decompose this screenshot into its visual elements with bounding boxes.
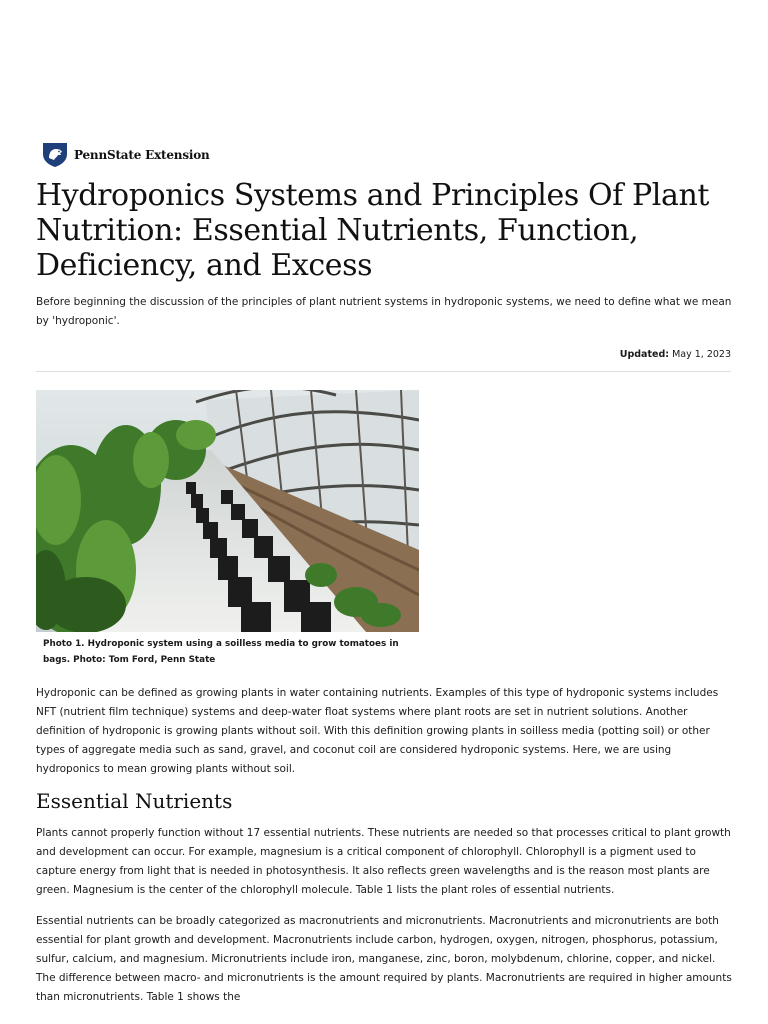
paragraph-hydroponic-definition: Hydroponic can be defined as growing plants in water containing nutrients. Examples of this type of hydroponic systems includes NFT (nutrient film technique) systems and deep-water float systems where plant roots are set in nutrient solutions. Another definition of hydroponic is growing plants without soil. With this definition growing plants in soilless media (potting soil) or other types of aggregate media such as sand, gravel, and coconut coil are considered hydroponic systems. Here, we are using hydroponics to mean growing plants without soil.: [36, 687, 719, 775]
brand-name: PennState Extension: [74, 147, 210, 162]
greenhouse-photo-illustration: [36, 390, 419, 632]
updated-label: Updated:: [619, 349, 670, 360]
penn-state-shield-icon: [42, 141, 68, 168]
page-title: Hydroponics Systems and Principles Of Plant Nutrition: Essential Nutrients, Function, Deficiency, and Excess: [36, 178, 710, 283]
paragraph-macro-micro-nutrients: Essential nutrients can be broadly categorized as macronutrients and micronutrients. Macronutrients and micronutrients are both essential for plant growth and development. Macronutrients include carbon, hydrogen, oxygen, nitrogen, phosphorus, potassium, sulfur, calcium, and magnesium. Micronutrients include iron, manganese, zinc, boron, molybdenum, chlorine, copper, and nickel. The difference between macro- and micronutrients is the amount required by plants. Macronutrients are required in higher amounts than micronutrients. Table 1 shows the: [36, 915, 732, 1003]
updated-value: May 1, 2023: [672, 349, 731, 360]
article-photo[interactable]: [36, 390, 419, 632]
section-heading-essential-nutrients: Essential Nutrients: [36, 789, 233, 813]
brand-logo[interactable]: [42, 141, 210, 168]
article-intro: Before beginning the discussion of the principles of plant nutrient systems in hydroponic systems, we need to define what we mean by 'hydroponic'.: [36, 296, 732, 327]
photo-caption: Photo 1. Hydroponic system using a soilless media to grow tomatoes in bags. Photo: Tom Ford, Penn State: [43, 639, 399, 665]
updated-date: [620, 349, 731, 360]
divider: [36, 371, 731, 372]
paragraph-essential-nutrients: Plants cannot properly function without 17 essential nutrients. These nutrients are needed so that processes critical to plant growth and development can occur. For example, magnesium is a critical component of chlorophyll. Chlorophyll is a pigment used to capture energy from light that is needed in photosynthesis. It also reflects green wavelengths and is the reason most plants are green. Magnesium is the center of the chlorophyll molecule. Table 1 lists the plant roles of essential nutrients.: [36, 827, 731, 896]
